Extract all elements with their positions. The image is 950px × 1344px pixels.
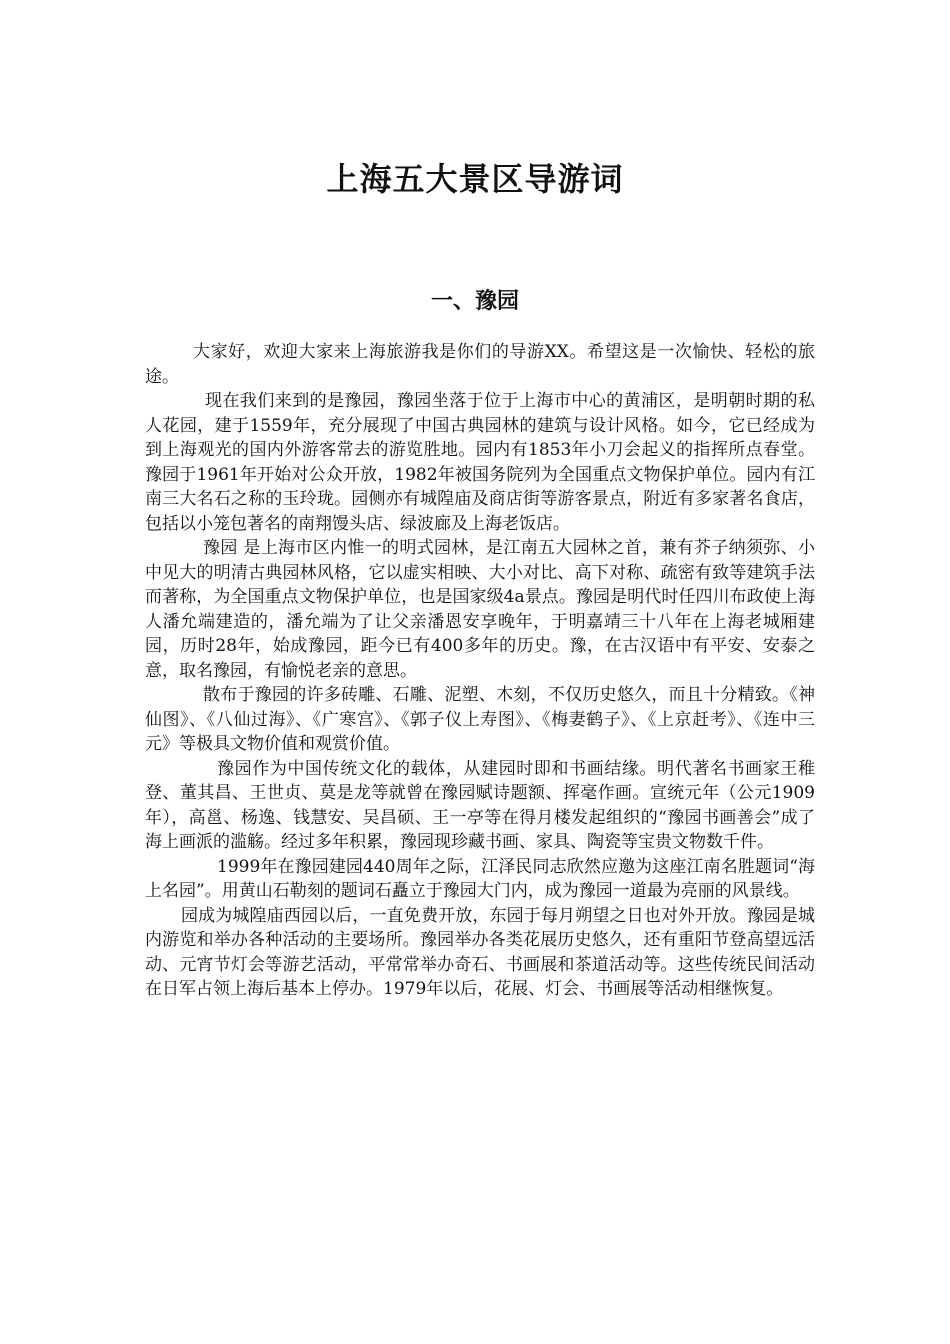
document-title: 上海五大景区导游词 (326, 160, 624, 198)
paragraph-history: 豫园 是上海市区内惟一的明式园林，是江南五大园林之首，兼有芥子纳须弥、小中见大的明清古典园林风格，它以虚实相映、大小对比、高下对称、疏密有致等建筑手法而著称，为全国重点文物保护单位，也是国家级4a景点。豫园是明代时任四川布政使上海人潘允端建造的，潘允端为了让父亲潘恩安享晚年，于明嘉靖三十八年在上海老城厢建园，历时28年，始成豫园，距今已有400多年的历史。豫，在古汉语中有平安、安泰之意，取名豫园，有愉悦老亲的意思。 (145, 538, 815, 681)
section-heading: 一、豫园 (430, 289, 519, 314)
paragraph-greeting: 大家好，欢迎大家来上海旅游我是你们的导游XX。希望这是一次愉快、轻松的旅途。 (145, 342, 815, 387)
paragraph-intro: 现在我们来到的是豫园，豫园坐落于位于上海市中心的黄浦区，是明朝时期的私人花园，建于1559年，充分展现了中国古典园林的建筑与设计风格。如今，它已经成为到上海观光的国内外游客常去的游览胜地。园内有1853年小刀会起义的指挥所点春堂。豫园于1961年开始对公众开放，1982年被国务院列为全国重点文物保护单位。园内有江南三大名石之称的玉玲珑。园侧亦有城隍庙及商店街等游客景点，附近有多家著名食店，包括以小笼包著名的南翔馒头店、绿波廊及上海老饭店。 (145, 391, 815, 534)
paragraph-calligraphy: 豫园作为中国传统文化的载体，从建园时即和书画结缘。明代著名书画家王稚登、董其昌、王世贞、莫是龙等就曾在豫园赋诗题额、挥毫作画。宣统元年（公元1909年），高邕、杨逸、钱慧安、吴昌硕、王一亭等在得月楼发起组织的“豫园书画善会”成了海上画派的滥觞。经过多年积累，豫园现珍藏书画、家具、陶瓷等宝贵文物数千件。 (145, 758, 815, 852)
paragraph-carvings: 散布于豫园的许多砖雕、石雕、泥塑、木刻，不仅历史悠久，而且十分精致。《神仙图》、《八仙过海》、《广寒宫》、《郭子仪上寿图》、《梅妻鹤子》、《上京赶考》、《连中三元》等极具文物价值和观赏价值。 (145, 685, 815, 754)
paragraph-activities: 园成为城隍庙西园以后，一直免费开放，东园于每月朔望之日也对外开放。豫园是城内游览和举办各种活动的主要场所。豫园举办各类花展历史悠久，还有重阳节登高望远活动、元宵节灯会等游艺活动，平常常举办奇石、书画展和茶道活动等。这些传统民间活动在日军占领上海后基本上停办。1979年以后，花展、灯会、书画展等活动相继恢复。 (145, 905, 815, 999)
body-text (145, 340, 815, 1002)
paragraph-inscription: 1999年在豫园建园440周年之际，江泽民同志欣然应邀为这座江南名胜题词“海上名园”。用黄山石勒刻的题词石矗立于豫园大门内，成为豫园一道最为亮丽的风景线。 (145, 856, 815, 901)
